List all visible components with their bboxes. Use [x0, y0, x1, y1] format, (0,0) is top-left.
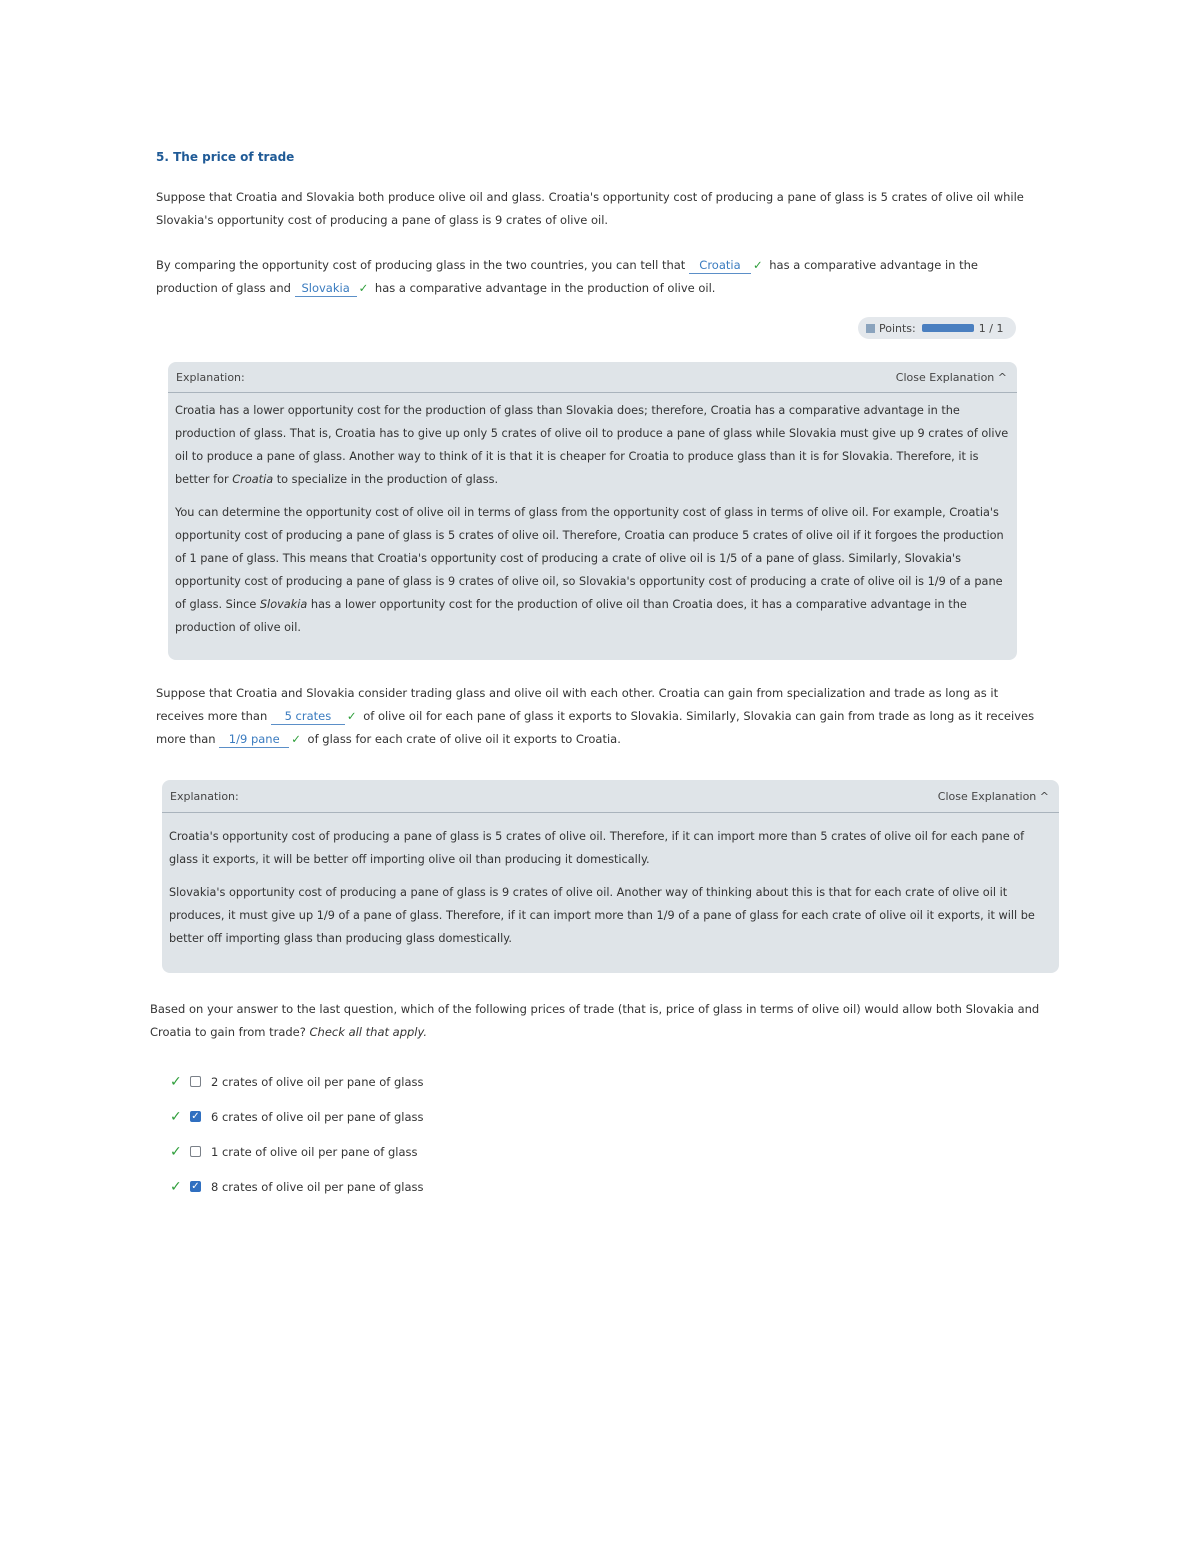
question-text: By comparing the opportunity cost of producing glass in the two countries, you can tell that	[156, 258, 686, 272]
explanation-header	[162, 780, 1059, 813]
close-explanation-button[interactable]: Close Explanation ^	[937, 789, 1049, 803]
points-value: 1 / 1	[978, 321, 1004, 335]
explanation-paragraph: Croatia's opportunity cost of producing a pane of glass is 5 crates of olive oil. Therefore, if it can import more than 5 crates of olive oil for each pane of glass it exports, it will be better off importing olive oil than producing it domestically.	[169, 830, 1025, 866]
answer-dropdown-slovakia[interactable]: 1/9 pane	[219, 731, 289, 748]
correct-check-icon: ✓	[170, 1108, 182, 1125]
option-label: 1 crate of olive oil per pane of glass	[211, 1144, 418, 1159]
question-text: has a comparative advantage in the production of olive oil.	[374, 281, 716, 295]
intro-paragraph: Suppose that Croatia and Slovakia both produce olive oil and glass. Croatia's opportunity cost of producing a pane of glass is 5 crates of olive oil while Slovakia's opportunity cost of producing a pane of glass is 9 crates of olive oil.	[156, 190, 1024, 227]
checkbox[interactable]: ✓	[191, 1181, 200, 1192]
correct-check-icon: ✓	[752, 258, 763, 272]
explanation-header	[168, 362, 1017, 393]
correct-check-icon: ✓	[291, 732, 301, 746]
option-item[interactable]	[170, 1134, 423, 1169]
correct-check-icon: ✓	[170, 1143, 182, 1160]
points-label: Points:	[879, 321, 916, 335]
close-explanation-button[interactable]: Close Explanation ^	[895, 370, 1007, 384]
explanation-paragraph: You can determine the opportunity cost of olive oil in terms of glass from the opportunity cost of glass in terms of olive oil. For example, Croatia's opportunity cost of producing a pane of glass is 5 crates of olive oil. Therefore, Croatia can produce 5 crates of olive oil if it forgoes the production of 1 pane of glass. This means that Croatia's opportunity cost of producing a crate of olive oil is 1/5 of a pane of glass. Similarly, Slovakia's opportunity cost of producing a pane of glass is 9 crates of olive oil, so Slovakia's opportunity cost of producing a crate of olive oil is 1/9 of a pane of glass. Since Slovakia has a lower opportunity cost for the production of olive oil than Croatia does, it has a comparative advantage in the production of olive oil.	[175, 506, 1004, 634]
checkbox[interactable]: ✓	[191, 1111, 200, 1122]
comparative-advantage-question	[156, 254, 1036, 300]
question-text: Suppose that Croatia and Slovakia consider trading glass and olive oil with each other. Croatia can gain from specialization and trade as long as it receives more than	[156, 686, 999, 723]
answer-dropdown-croatia[interactable]: 5 crates	[271, 708, 345, 725]
question-text: has a comparative advantage in the production of glass and	[156, 258, 978, 295]
checkbox[interactable]	[190, 1076, 201, 1087]
question-title: 5. The price of trade	[156, 150, 295, 164]
option-label: 8 crates of olive oil per pane of glass	[211, 1179, 424, 1194]
check-all-question	[150, 998, 1060, 1044]
explanation-label: Explanation:	[170, 789, 239, 803]
question-text: of olive oil for each pane of glass it exports to Slovakia. Similarly, Slovakia can gain from trade as long as it receives more than	[156, 709, 1035, 746]
points-badge	[858, 317, 1016, 339]
question-text: Based on your answer to the last question, which of the following prices of trade (that is, price of glass in terms of olive oil) would allow both Slovakia and Croatia to gain from trade?	[150, 1002, 1040, 1039]
answer-dropdown-olive-oil[interactable]: Slovakia	[295, 280, 357, 297]
option-label: 2 crates of olive oil per pane of glass	[211, 1074, 424, 1089]
option-item[interactable]	[170, 1169, 423, 1204]
price-of-trade-question	[156, 682, 1036, 751]
flag-icon	[866, 324, 875, 333]
question-text: of glass for each crate of olive oil it exports to Croatia.	[307, 732, 621, 746]
explanation-panel-1	[168, 362, 1017, 660]
explanation-panel-2	[162, 780, 1059, 973]
option-item[interactable]	[170, 1099, 423, 1134]
option-label: 6 crates of olive oil per pane of glass	[211, 1109, 424, 1124]
options-list	[170, 1064, 423, 1204]
correct-check-icon: ✓	[346, 709, 357, 723]
correct-check-icon: ✓	[170, 1073, 182, 1090]
explanation-paragraph: Slovakia's opportunity cost of producing a pane of glass is 9 crates of olive oil. Another way of thinking about this is that for each crate of olive oil it produces, it must give up 1/9 of a pane of glass. Therefore, if it can import more than 1/9 of a pane of glass for each crate of olive oil it exports, it will be better off importing glass than producing glass domestically.	[169, 886, 1035, 945]
explanation-label: Explanation:	[176, 370, 245, 384]
option-item[interactable]	[170, 1064, 423, 1099]
checkbox[interactable]	[190, 1146, 201, 1157]
correct-check-icon: ✓	[358, 281, 369, 295]
answer-dropdown-glass[interactable]: Croatia	[689, 257, 751, 274]
correct-check-icon: ✓	[170, 1178, 182, 1195]
points-progress-bar	[922, 324, 974, 332]
instruction-text: Check all that apply.	[309, 1025, 428, 1039]
explanation-paragraph: Croatia has a lower opportunity cost for the production of glass than Slovakia does; therefore, Croatia has a comparative advantage in the production of glass. That is, Croatia has to give up only 5 crates of olive oil to produce a pane of glass while Slovakia must give up 9 crates of olive oil to produce a pane of glass. Another way to think of it is that it is cheaper for Croatia to produce glass than it is for Slovakia. Therefore, it is better for Croatia to specialize in the production of glass.	[175, 404, 1009, 486]
